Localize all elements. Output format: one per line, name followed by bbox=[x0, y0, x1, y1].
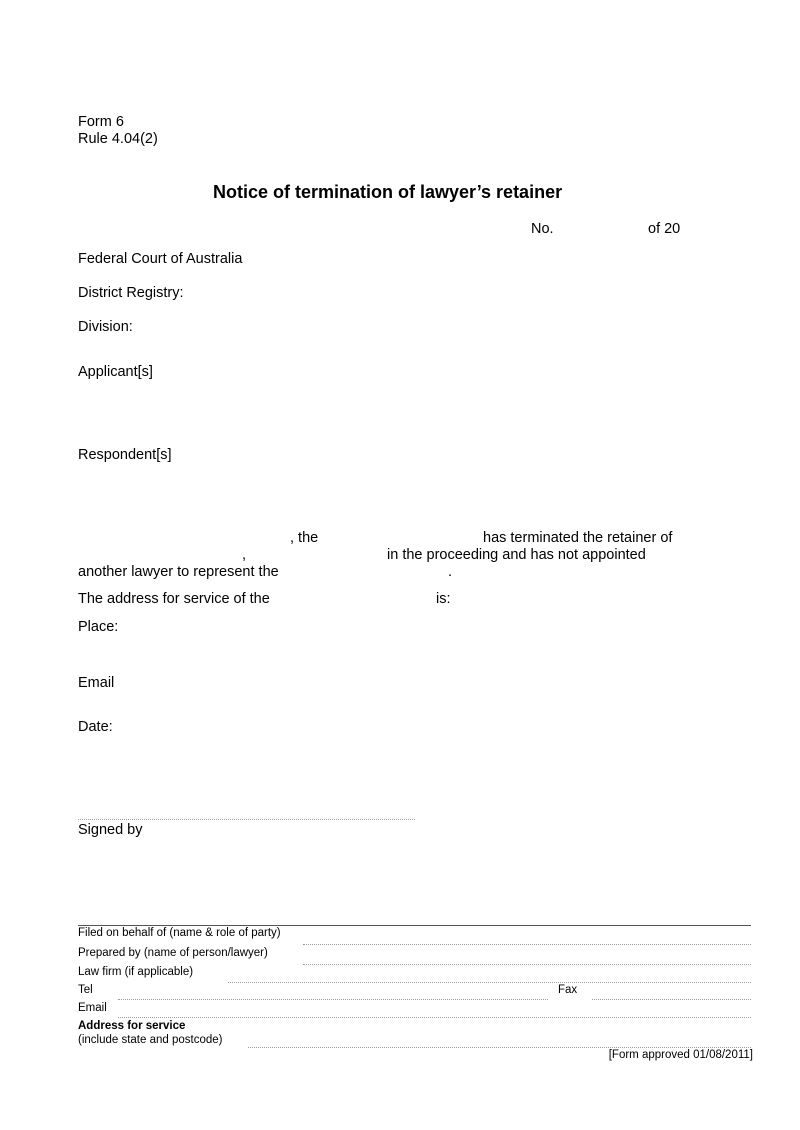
fax-label: Fax bbox=[558, 984, 578, 996]
include-state-note: (include state and postcode) bbox=[78, 1034, 223, 1046]
fax-field[interactable] bbox=[592, 999, 751, 1000]
body-comma: , bbox=[242, 547, 247, 563]
law-firm-field[interactable] bbox=[228, 982, 751, 983]
date-label: Date: bbox=[78, 719, 113, 735]
signature-line[interactable] bbox=[78, 819, 415, 820]
case-year-label: of 20 bbox=[648, 221, 681, 237]
prepared-by-label: Prepared by (name of person/lawyer) bbox=[78, 947, 268, 959]
footer-email-field[interactable] bbox=[118, 1017, 751, 1018]
prepared-by-field[interactable] bbox=[303, 964, 751, 965]
law-firm-label: Law firm (if applicable) bbox=[78, 966, 194, 978]
footer-divider bbox=[78, 925, 751, 926]
body-period: . bbox=[448, 564, 453, 580]
body-terminated-retainer: has terminated the retainer of bbox=[483, 530, 673, 546]
address-for-service-label: The address for service of the bbox=[78, 591, 270, 607]
filed-on-behalf-label: Filed on behalf of (name & role of party) bbox=[78, 927, 281, 939]
district-registry-label: District Registry: bbox=[78, 285, 184, 301]
place-label: Place: bbox=[78, 619, 119, 635]
body-represent: another lawyer to represent the bbox=[78, 564, 279, 580]
case-number-label: No. bbox=[531, 221, 554, 237]
respondents-label: Respondent[s] bbox=[78, 447, 172, 463]
page-title: Notice of termination of lawyer’s retainer bbox=[213, 182, 563, 202]
division-label: Division: bbox=[78, 319, 133, 335]
address-is-label: is: bbox=[436, 591, 451, 607]
tel-field[interactable] bbox=[118, 999, 548, 1000]
email-label: Email bbox=[78, 675, 115, 691]
form-number: Form 6 bbox=[78, 114, 124, 130]
address-for-service-heading: Address for service bbox=[78, 1020, 186, 1032]
rule-reference: Rule 4.04(2) bbox=[78, 131, 158, 147]
body-the: , the bbox=[290, 530, 319, 546]
applicants-label: Applicant[s] bbox=[78, 364, 153, 380]
form-approved-note: [Form approved 01/08/2011] bbox=[608, 1049, 753, 1061]
filed-on-behalf-field[interactable] bbox=[303, 944, 751, 945]
footer-email-label: Email bbox=[78, 1002, 107, 1014]
signed-by-label: Signed by bbox=[78, 822, 143, 838]
tel-label: Tel bbox=[78, 984, 93, 996]
body-not-appointed: in the proceeding and has not appointed bbox=[387, 547, 646, 563]
court-name: Federal Court of Australia bbox=[78, 251, 243, 267]
address-for-service-field[interactable] bbox=[248, 1047, 751, 1048]
